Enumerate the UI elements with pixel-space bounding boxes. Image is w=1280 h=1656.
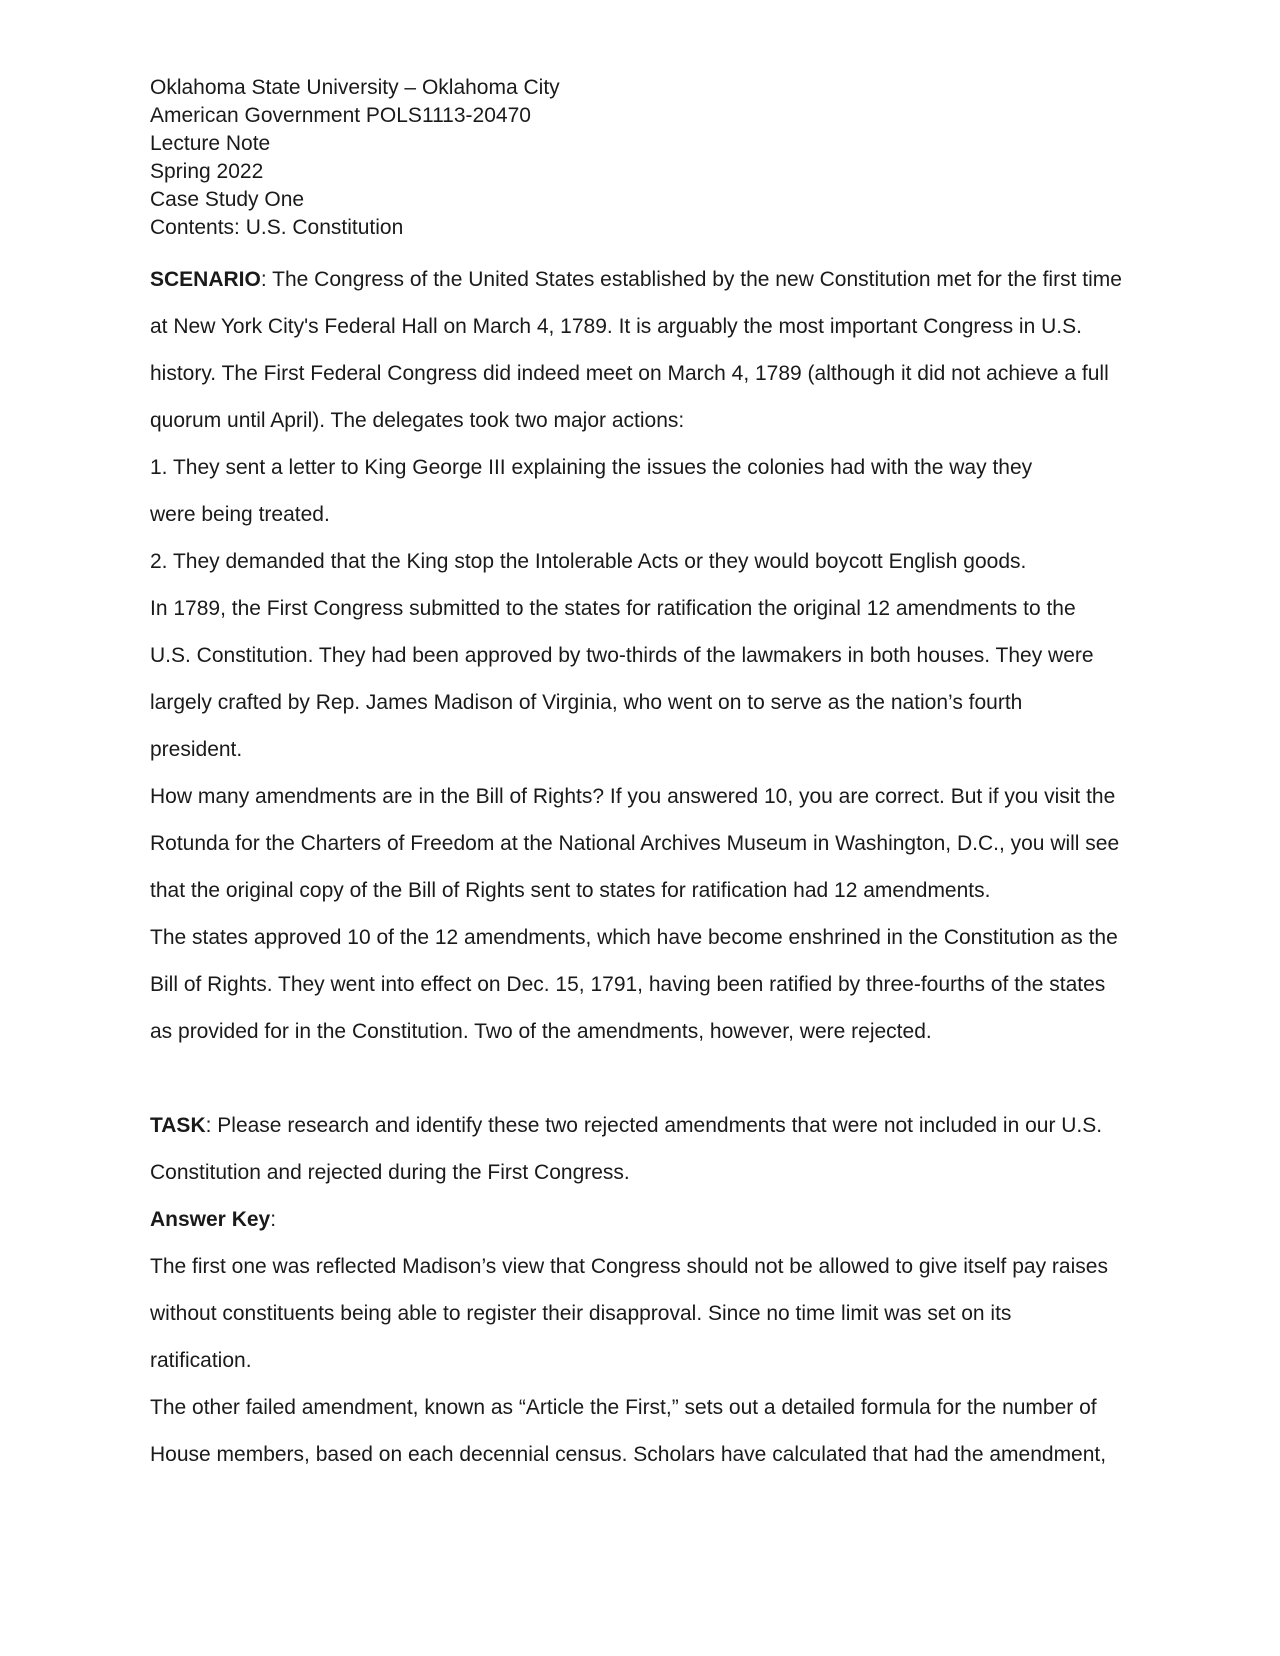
scenario-line: that the original copy of the Bill of Rights sent to states for ratification had 12 amendments. <box>150 879 991 902</box>
answer-line: ratification. <box>150 1349 252 1372</box>
header-institution: Oklahoma State University – Oklahoma City <box>150 76 560 99</box>
header-course: American Government POLS1113-20470 <box>150 104 531 127</box>
scenario-line-text: : The Congress of the United States established by the new Constitution met for the first time <box>260 268 1122 291</box>
header-contents: Contents: U.S. Constitution <box>150 216 404 239</box>
scenario-line: at New York City's Federal Hall on March 4, 1789. It is arguably the most important Congress in U.S. <box>150 315 1082 338</box>
answer-line: The other failed amendment, known as “Article the First,” sets out a detailed formula for the number of <box>150 1396 1097 1419</box>
task-line-text: : Please research and identify these two rejected amendments that were not included in our U.S. <box>205 1114 1103 1137</box>
paragraph-spacer <box>150 1055 1140 1102</box>
scenario-line: president. <box>150 738 243 761</box>
document-header <box>150 74 1140 242</box>
answer-key-label: Answer Key <box>150 1208 271 1231</box>
scenario-line: largely crafted by Rep. James Madison of Virginia, who went on to serve as the nation’s fourth <box>150 691 1023 714</box>
scenario-line: In 1789, the First Congress submitted to the states for ratification the original 12 amendments to the <box>150 597 1076 620</box>
scenario-line: The states approved 10 of the 12 amendments, which have become enshrined in the Constitution as the <box>150 926 1118 949</box>
header-doc-type: Lecture Note <box>150 132 271 155</box>
answer-line: without constituents being able to register their disapproval. Since no time limit was set on its <box>150 1302 1012 1325</box>
scenario-line: Rotunda for the Charters of Freedom at the National Archives Museum in Washington, D.C., you will see <box>150 832 1120 855</box>
scenario-line: How many amendments are in the Bill of Rights? If you answered 10, you are correct. But if you visit the <box>150 785 1116 808</box>
scenario-line: were being treated. <box>150 503 330 526</box>
scenario-label: SCENARIO <box>150 268 261 291</box>
task-line: Constitution and rejected during the First Congress. <box>150 1161 630 1184</box>
answer-line: The first one was reflected Madison’s view that Congress should not be allowed to give itself pay raises <box>150 1255 1108 1278</box>
scenario-section <box>150 256 1140 1055</box>
scenario-line <box>150 256 1140 303</box>
task-label: TASK <box>150 1114 206 1137</box>
answer-line: House members, based on each decennial census. Scholars have calculated that had the amendment, <box>150 1443 1107 1466</box>
scenario-line: quorum until April). The delegates took two major actions: <box>150 409 685 432</box>
scenario-line: as provided for in the Constitution. Two of the amendments, however, were rejected. <box>150 1020 932 1043</box>
scenario-line: history. The First Federal Congress did indeed meet on March 4, 1789 (although it did not achieve a full <box>150 362 1109 385</box>
answer-key-heading <box>150 1196 1140 1243</box>
scenario-line: Bill of Rights. They went into effect on Dec. 15, 1791, having been ratified by three-fourths of the states <box>150 973 1106 996</box>
scenario-line: U.S. Constitution. They had been approved by two-thirds of the lawmakers in both houses. They were <box>150 644 1094 667</box>
scenario-line: 1. They sent a letter to King George III explaining the issues the colonies had with the way they <box>150 456 1033 479</box>
header-case-study: Case Study One <box>150 188 305 211</box>
answer-key-section <box>150 1196 1140 1478</box>
scenario-line: 2. They demanded that the King stop the Intolerable Acts or they would boycott English goods. <box>150 550 1027 573</box>
task-section <box>150 1102 1140 1196</box>
task-line <box>150 1102 1140 1149</box>
header-term: Spring 2022 <box>150 160 264 183</box>
document-content <box>150 74 1140 1478</box>
answer-key-suffix: : <box>270 1208 277 1231</box>
